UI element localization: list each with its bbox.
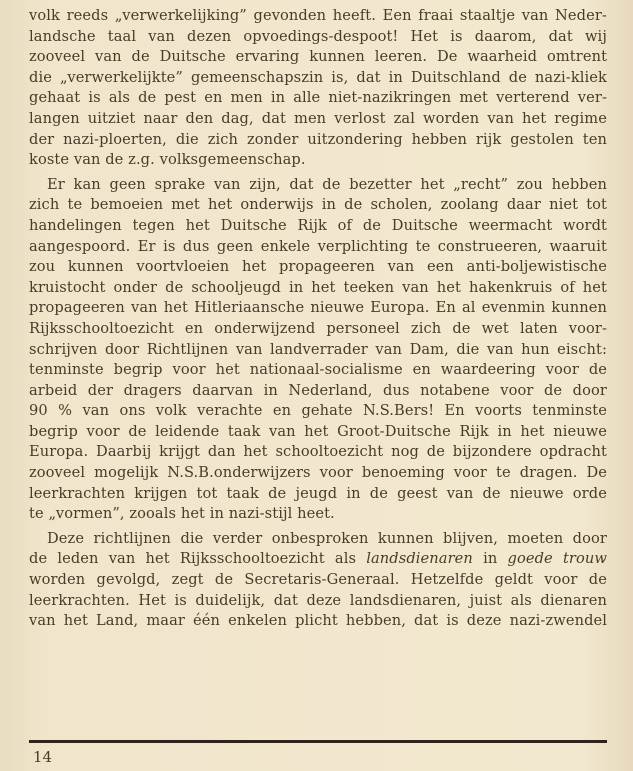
text-line: arbeid der dragers daarvan in Nederland, dus notabene voor de door bbox=[29, 381, 607, 399]
text-line: aangespoord. Er is dus geen enkele verplichting te construeeren, waaruit bbox=[29, 237, 608, 255]
text-line: zooveel van de Duitsche ervaring kunnen leeren. De waarheid omtrent bbox=[29, 48, 608, 66]
text-segment: in bbox=[472, 550, 508, 568]
footer-rule bbox=[29, 740, 607, 743]
text-line: van het Land, maar één enkelen plicht hebben, dat is deze nazi-zwendel bbox=[29, 612, 608, 630]
text-line: volk reeds „verwerkelijking” gevonden heeft. Een fraai staaltje van Neder- bbox=[29, 7, 607, 24]
text-line: worden gevolgd, zegt de Secretaris-Generaal. Hetzelfde geldt voor de bbox=[29, 571, 607, 589]
text-line: der nazi-ploerten, die zich zonder uitzondering hebben rijk gestolen ten bbox=[29, 130, 608, 148]
text-line: kruistocht onder de schooljeugd in het teeken van het hakenkruis of het bbox=[29, 278, 608, 296]
text-line: zooveel mogelijk N.S.B.onderwijzers voor benoeming voor te dragen. De bbox=[29, 464, 607, 482]
text-line: langen uitziet naar den dag, dat men verlost zal worden van het regime bbox=[29, 109, 607, 127]
text-line: leerkrachten krijgen tot taak de jeugd in de geest van de nieuwe orde bbox=[29, 484, 607, 502]
text-line: handelingen tegen het Duitsche Rijk of de Duitsche weermacht wordt bbox=[29, 216, 608, 234]
text-line: Rijksschooltoezicht en onderwijzend personeel zich de wet laten voor- bbox=[29, 319, 608, 337]
paragraph-2 bbox=[29, 175, 607, 525]
text-line: koste van de z.g. volksgemeenschap. bbox=[29, 151, 306, 169]
text-line: Er kan geen sprake van zijn, dat de bezetter het „recht” zou hebben bbox=[47, 175, 607, 193]
text-line: die „verwerkelijkte” gemeenschapszin is, dat in Duitschland de nazi-kliek bbox=[29, 68, 607, 86]
italic-term: goede trouw bbox=[507, 550, 607, 568]
text-line: gehaat is als de pest en men in alle niet-nazikringen met verterend ver- bbox=[29, 89, 607, 107]
text-line: schrijven door Richtlijnen van landverrader van Dam, die van hun eischt: bbox=[29, 340, 607, 358]
paragraph-3 bbox=[29, 529, 607, 632]
page-number: 14 bbox=[33, 748, 53, 766]
text-line: zich te bemoeien met het onderwijs in de scholen, zoolang daar niet tot bbox=[29, 196, 608, 214]
text-line-with-italics bbox=[29, 549, 607, 570]
text-line: begrip voor de leidende taak van het Groot-Duitsche Rijk in het nieuwe bbox=[29, 422, 608, 440]
text-line: tenminste begrip voor het nationaal-socialisme en waardeering voor de bbox=[29, 361, 608, 379]
paragraph-1 bbox=[29, 6, 607, 171]
text-line: propageeren van het Hitleriaansche nieuwe Europa. En al evenmin kunnen bbox=[29, 299, 608, 317]
text-line: landsche taal van dezen opvoedings-despoot! Het is daarom, dat wij bbox=[29, 27, 607, 45]
text-line: Deze richtlijnen die verder onbesproken kunnen blijven, moeten door bbox=[47, 529, 607, 547]
text-line: zou kunnen voortvloeien het propageeren van een anti-boljewistische bbox=[29, 258, 607, 276]
text-line: te „vormen”, zooals het in nazi-stijl heet. bbox=[29, 505, 335, 523]
text-segment: de leden van het Rijksschooltoezicht als bbox=[29, 550, 367, 568]
text-line: 90 % van ons volk verachte en gehate N.S.Bers! En voorts tenminste bbox=[29, 402, 607, 420]
text-line: leerkrachten. Het is duidelijk, dat deze landsdienaren, juist als dienaren bbox=[29, 591, 607, 609]
text-line: Europa. Daarbij krijgt dan het schooltoezicht nog de bijzondere opdracht bbox=[29, 443, 607, 461]
italic-term: landsdienaren bbox=[366, 550, 473, 568]
